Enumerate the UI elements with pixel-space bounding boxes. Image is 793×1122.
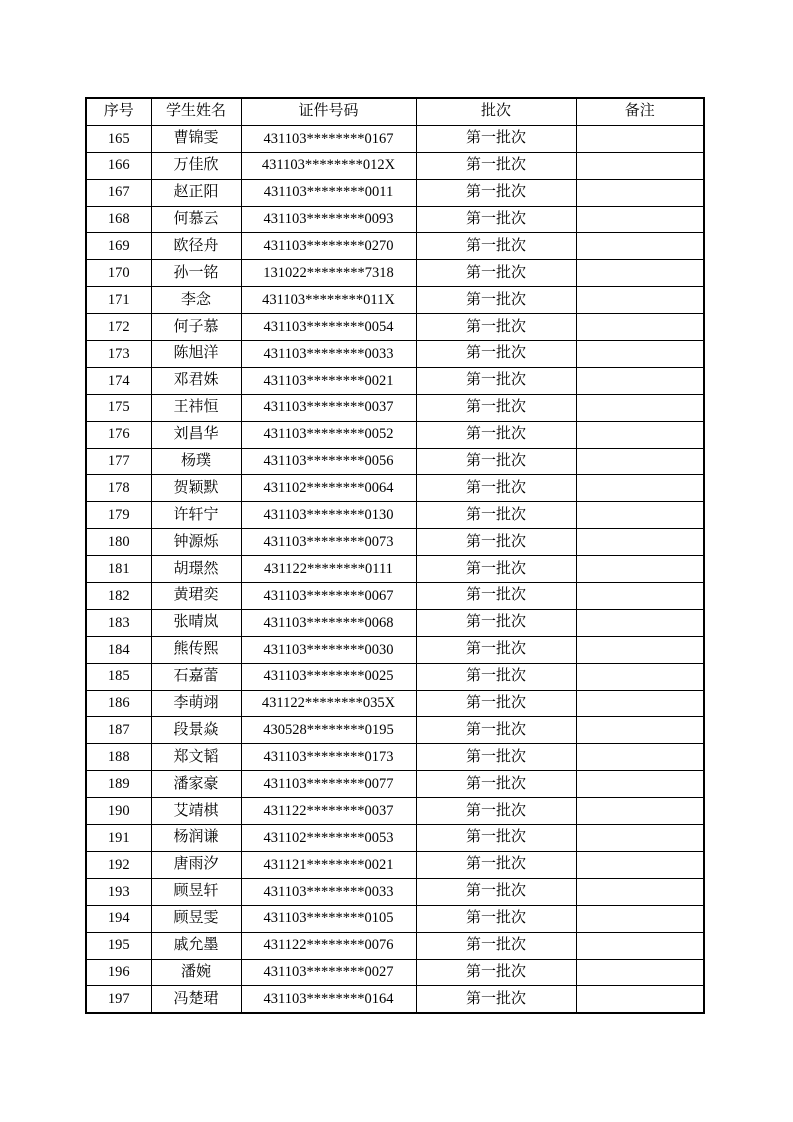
cell-student-name: 许轩宁 (151, 502, 241, 529)
table-row (86, 367, 704, 394)
cell-student-name: 郑文韬 (151, 744, 241, 771)
table-row (86, 851, 704, 878)
cell-remark (576, 179, 704, 206)
cell-serial-number: 180 (86, 529, 151, 556)
table-row (86, 556, 704, 583)
cell-batch: 第一批次 (416, 314, 576, 341)
cell-remark (576, 959, 704, 986)
table-row (86, 179, 704, 206)
cell-batch: 第一批次 (416, 502, 576, 529)
cell-id-number: 431103********0173 (241, 744, 416, 771)
table-row (86, 529, 704, 556)
cell-id-number: 431122********0111 (241, 556, 416, 583)
cell-serial-number: 185 (86, 663, 151, 690)
cell-student-name: 何子慕 (151, 314, 241, 341)
cell-serial-number: 166 (86, 152, 151, 179)
cell-serial-number: 186 (86, 690, 151, 717)
cell-batch: 第一批次 (416, 636, 576, 663)
cell-serial-number: 177 (86, 448, 151, 475)
cell-student-name: 贺颖默 (151, 475, 241, 502)
cell-id-number: 431103********0021 (241, 367, 416, 394)
cell-remark (576, 878, 704, 905)
table-row (86, 260, 704, 287)
cell-id-number: 431103********0033 (241, 341, 416, 368)
table-row (86, 125, 704, 152)
cell-batch: 第一批次 (416, 690, 576, 717)
cell-remark (576, 663, 704, 690)
cell-remark (576, 394, 704, 421)
cell-student-name: 赵正阳 (151, 179, 241, 206)
cell-id-number: 431103********0068 (241, 609, 416, 636)
cell-batch: 第一批次 (416, 260, 576, 287)
cell-student-name: 戚允墨 (151, 932, 241, 959)
cell-batch: 第一批次 (416, 771, 576, 798)
cell-batch: 第一批次 (416, 421, 576, 448)
cell-id-number: 431103********0270 (241, 233, 416, 260)
cell-student-name: 王祎恒 (151, 394, 241, 421)
cell-student-name: 黄珺奕 (151, 583, 241, 610)
cell-student-name: 唐雨汐 (151, 851, 241, 878)
cell-remark (576, 287, 704, 314)
cell-student-name: 李念 (151, 287, 241, 314)
cell-batch: 第一批次 (416, 932, 576, 959)
cell-remark (576, 744, 704, 771)
cell-serial-number: 172 (86, 314, 151, 341)
table-row (86, 206, 704, 233)
cell-batch: 第一批次 (416, 878, 576, 905)
cell-student-name: 曹锦雯 (151, 125, 241, 152)
table-row (86, 690, 704, 717)
cell-remark (576, 986, 704, 1013)
cell-remark (576, 341, 704, 368)
cell-student-name: 杨璞 (151, 448, 241, 475)
cell-id-number: 431103********0030 (241, 636, 416, 663)
cell-batch: 第一批次 (416, 233, 576, 260)
table-row (86, 717, 704, 744)
cell-serial-number: 196 (86, 959, 151, 986)
cell-remark (576, 798, 704, 825)
table-row (86, 905, 704, 932)
cell-serial-number: 191 (86, 825, 151, 852)
table-row (86, 771, 704, 798)
table-row (86, 825, 704, 852)
cell-serial-number: 182 (86, 583, 151, 610)
cell-id-number: 431103********0056 (241, 448, 416, 475)
cell-student-name: 何慕云 (151, 206, 241, 233)
cell-id-number: 431103********0073 (241, 529, 416, 556)
cell-serial-number: 168 (86, 206, 151, 233)
cell-serial-number: 179 (86, 502, 151, 529)
cell-serial-number: 169 (86, 233, 151, 260)
cell-student-name: 潘家豪 (151, 771, 241, 798)
cell-remark (576, 206, 704, 233)
cell-serial-number: 187 (86, 717, 151, 744)
cell-batch: 第一批次 (416, 583, 576, 610)
cell-id-number: 431103********0011 (241, 179, 416, 206)
table-row (86, 959, 704, 986)
cell-batch: 第一批次 (416, 394, 576, 421)
cell-student-name: 顾昱轩 (151, 878, 241, 905)
cell-id-number: 131022********7318 (241, 260, 416, 287)
cell-student-name: 熊传熙 (151, 636, 241, 663)
cell-student-name: 杨润谦 (151, 825, 241, 852)
cell-student-name: 段景焱 (151, 717, 241, 744)
cell-serial-number: 193 (86, 878, 151, 905)
cell-serial-number: 173 (86, 341, 151, 368)
cell-batch: 第一批次 (416, 152, 576, 179)
cell-student-name: 李萌翊 (151, 690, 241, 717)
cell-id-number: 431103********0067 (241, 583, 416, 610)
cell-student-name: 冯楚珺 (151, 986, 241, 1013)
cell-id-number: 431103********0077 (241, 771, 416, 798)
table-row (86, 583, 704, 610)
table-body (86, 125, 704, 1013)
cell-id-number: 431103********012X (241, 152, 416, 179)
cell-remark (576, 636, 704, 663)
cell-remark (576, 851, 704, 878)
cell-id-number: 431122********0037 (241, 798, 416, 825)
table-row (86, 421, 704, 448)
cell-remark (576, 421, 704, 448)
cell-batch: 第一批次 (416, 125, 576, 152)
cell-remark (576, 825, 704, 852)
cell-student-name: 邓君姝 (151, 367, 241, 394)
cell-remark (576, 367, 704, 394)
cell-id-number: 431103********0052 (241, 421, 416, 448)
cell-serial-number: 167 (86, 179, 151, 206)
cell-remark (576, 125, 704, 152)
cell-batch: 第一批次 (416, 744, 576, 771)
header-row (86, 98, 704, 125)
cell-serial-number: 188 (86, 744, 151, 771)
cell-id-number: 431103********0164 (241, 986, 416, 1013)
table-row (86, 287, 704, 314)
cell-remark (576, 260, 704, 287)
cell-batch: 第一批次 (416, 179, 576, 206)
cell-batch: 第一批次 (416, 448, 576, 475)
cell-remark (576, 690, 704, 717)
cell-id-number: 431103********0027 (241, 959, 416, 986)
cell-serial-number: 165 (86, 125, 151, 152)
col-header-id-number: 证件号码 (241, 98, 416, 125)
cell-id-number: 431103********0037 (241, 394, 416, 421)
cell-batch: 第一批次 (416, 367, 576, 394)
cell-remark (576, 583, 704, 610)
table-row (86, 932, 704, 959)
cell-id-number: 431103********0033 (241, 878, 416, 905)
table-row (86, 448, 704, 475)
table-row (86, 878, 704, 905)
cell-serial-number: 178 (86, 475, 151, 502)
cell-serial-number: 183 (86, 609, 151, 636)
student-roster-table (85, 97, 705, 1014)
cell-batch: 第一批次 (416, 798, 576, 825)
table-row (86, 609, 704, 636)
cell-student-name: 石嘉蕾 (151, 663, 241, 690)
cell-id-number: 431103********0054 (241, 314, 416, 341)
cell-batch: 第一批次 (416, 475, 576, 502)
cell-serial-number: 181 (86, 556, 151, 583)
table-row (86, 663, 704, 690)
table-row (86, 394, 704, 421)
cell-batch: 第一批次 (416, 905, 576, 932)
cell-batch: 第一批次 (416, 717, 576, 744)
cell-serial-number: 190 (86, 798, 151, 825)
cell-id-number: 431103********011X (241, 287, 416, 314)
cell-serial-number: 194 (86, 905, 151, 932)
cell-student-name: 万佳欣 (151, 152, 241, 179)
cell-remark (576, 152, 704, 179)
table-row (86, 152, 704, 179)
cell-student-name: 胡璟然 (151, 556, 241, 583)
table-row (86, 233, 704, 260)
cell-student-name: 刘昌华 (151, 421, 241, 448)
cell-remark (576, 556, 704, 583)
cell-remark (576, 717, 704, 744)
cell-serial-number: 184 (86, 636, 151, 663)
col-header-batch: 批次 (416, 98, 576, 125)
cell-batch: 第一批次 (416, 959, 576, 986)
table-row (86, 986, 704, 1013)
cell-id-number: 431102********0064 (241, 475, 416, 502)
cell-serial-number: 195 (86, 932, 151, 959)
cell-id-number: 430528********0195 (241, 717, 416, 744)
cell-id-number: 431122********0076 (241, 932, 416, 959)
cell-student-name: 孙一铭 (151, 260, 241, 287)
col-header-student-name: 学生姓名 (151, 98, 241, 125)
cell-student-name: 钟源烁 (151, 529, 241, 556)
cell-batch: 第一批次 (416, 663, 576, 690)
cell-student-name: 陈旭洋 (151, 341, 241, 368)
cell-id-number: 431103********0130 (241, 502, 416, 529)
cell-student-name: 顾昱雯 (151, 905, 241, 932)
col-header-remark: 备注 (576, 98, 704, 125)
cell-remark (576, 771, 704, 798)
table-row (86, 744, 704, 771)
table-row (86, 314, 704, 341)
cell-batch: 第一批次 (416, 986, 576, 1013)
cell-batch: 第一批次 (416, 851, 576, 878)
cell-serial-number: 171 (86, 287, 151, 314)
cell-serial-number: 175 (86, 394, 151, 421)
cell-serial-number: 189 (86, 771, 151, 798)
cell-student-name: 艾靖棋 (151, 798, 241, 825)
cell-remark (576, 609, 704, 636)
table-row (86, 341, 704, 368)
cell-remark (576, 233, 704, 260)
cell-serial-number: 197 (86, 986, 151, 1013)
cell-id-number: 431103********0105 (241, 905, 416, 932)
table-row (86, 475, 704, 502)
cell-id-number: 431121********0021 (241, 851, 416, 878)
cell-serial-number: 174 (86, 367, 151, 394)
cell-serial-number: 170 (86, 260, 151, 287)
col-header-serial-number: 序号 (86, 98, 151, 125)
cell-serial-number: 176 (86, 421, 151, 448)
cell-remark (576, 475, 704, 502)
cell-batch: 第一批次 (416, 341, 576, 368)
cell-batch: 第一批次 (416, 206, 576, 233)
cell-id-number: 431103********0093 (241, 206, 416, 233)
cell-batch: 第一批次 (416, 609, 576, 636)
cell-remark (576, 905, 704, 932)
cell-id-number: 431103********0167 (241, 125, 416, 152)
cell-batch: 第一批次 (416, 529, 576, 556)
cell-remark (576, 529, 704, 556)
cell-batch: 第一批次 (416, 287, 576, 314)
table-row (86, 502, 704, 529)
cell-student-name: 张晴岚 (151, 609, 241, 636)
cell-remark (576, 502, 704, 529)
cell-id-number: 431103********0025 (241, 663, 416, 690)
cell-serial-number: 192 (86, 851, 151, 878)
cell-batch: 第一批次 (416, 556, 576, 583)
cell-remark (576, 448, 704, 475)
cell-batch: 第一批次 (416, 825, 576, 852)
cell-remark (576, 932, 704, 959)
cell-student-name: 欧径舟 (151, 233, 241, 260)
cell-id-number: 431122********035X (241, 690, 416, 717)
cell-remark (576, 314, 704, 341)
cell-student-name: 潘婉 (151, 959, 241, 986)
table-row (86, 636, 704, 663)
table-row (86, 798, 704, 825)
cell-id-number: 431102********0053 (241, 825, 416, 852)
